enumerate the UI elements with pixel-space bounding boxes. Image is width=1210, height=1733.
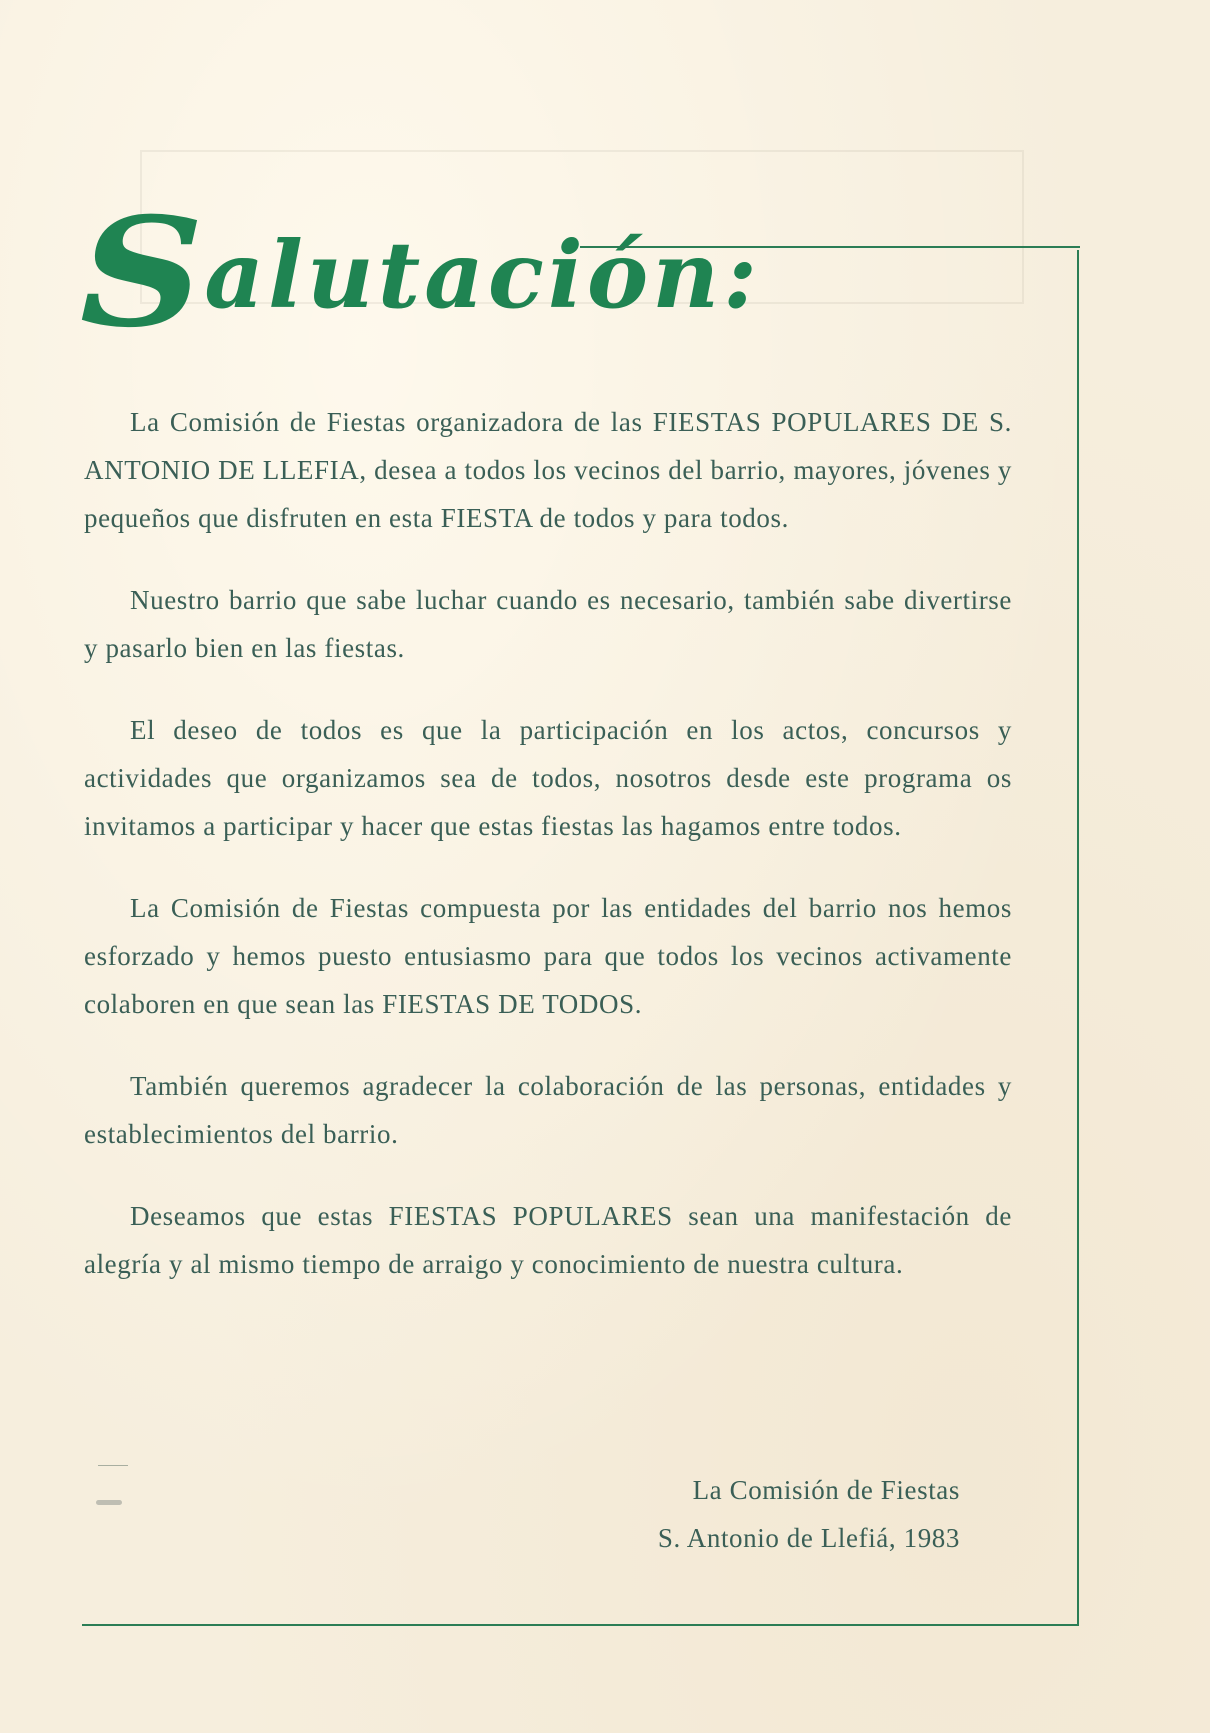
title-initial: S	[79, 184, 209, 361]
frame-right-rule	[1077, 250, 1079, 1626]
paragraph-2: Nuestro barrio que sabe luchar cuando es necesario, también sabe divertirse y pasarlo bien en las fiestas.	[84, 585, 1012, 663]
paragraph-1: La Comisión de Fiestas organizadora de las FIESTAS POPULARES DE S. ANTONIO DE LLEFIA, desea a todos los vecinos del barrio, mayores, jóvenes y pequeños que disfruten en esta FIESTA de todos y para todos.	[84, 407, 1012, 533]
ink-mark	[98, 1465, 128, 1466]
frame-bottom-rule	[82, 1624, 1078, 1626]
paragraph-3: El deseo de todos es que la participación en los actos, concursos y actividades que organizamos sea de todos, nosotros desde este programa os invitamos a participar y hacer que estas fiestas las hagamos entre todos.	[84, 715, 1012, 841]
signature-block	[560, 1466, 960, 1562]
paragraph-5: También queremos agradecer la colaboración de las personas, entidades y establecimientos del barrio.	[84, 1071, 1012, 1149]
signature-organization: La Comisión de Fiestas	[692, 1475, 960, 1505]
signature-place-date: S. Antonio de Llefiá, 1983	[657, 1523, 960, 1553]
title-rest: alutación:	[204, 220, 762, 329]
salutation-body	[84, 398, 1012, 1322]
frame-top-rule	[580, 246, 1080, 248]
ink-smudge	[96, 1500, 122, 1505]
paragraph-4: La Comisión de Fiestas compuesta por las entidades del barrio nos hemos esforzado y hemos puesto entusiasmo para que todos los vecinos activamente colaboren en que sean las FIESTAS DE TODOS.	[84, 893, 1012, 1019]
page-title	[79, 180, 762, 361]
paragraph-6: Deseamos que estas FIESTAS POPULARES sean una manifestación de alegría y al mismo tiempo de arraigo y conocimiento de nuestra cultura.	[84, 1201, 1012, 1279]
